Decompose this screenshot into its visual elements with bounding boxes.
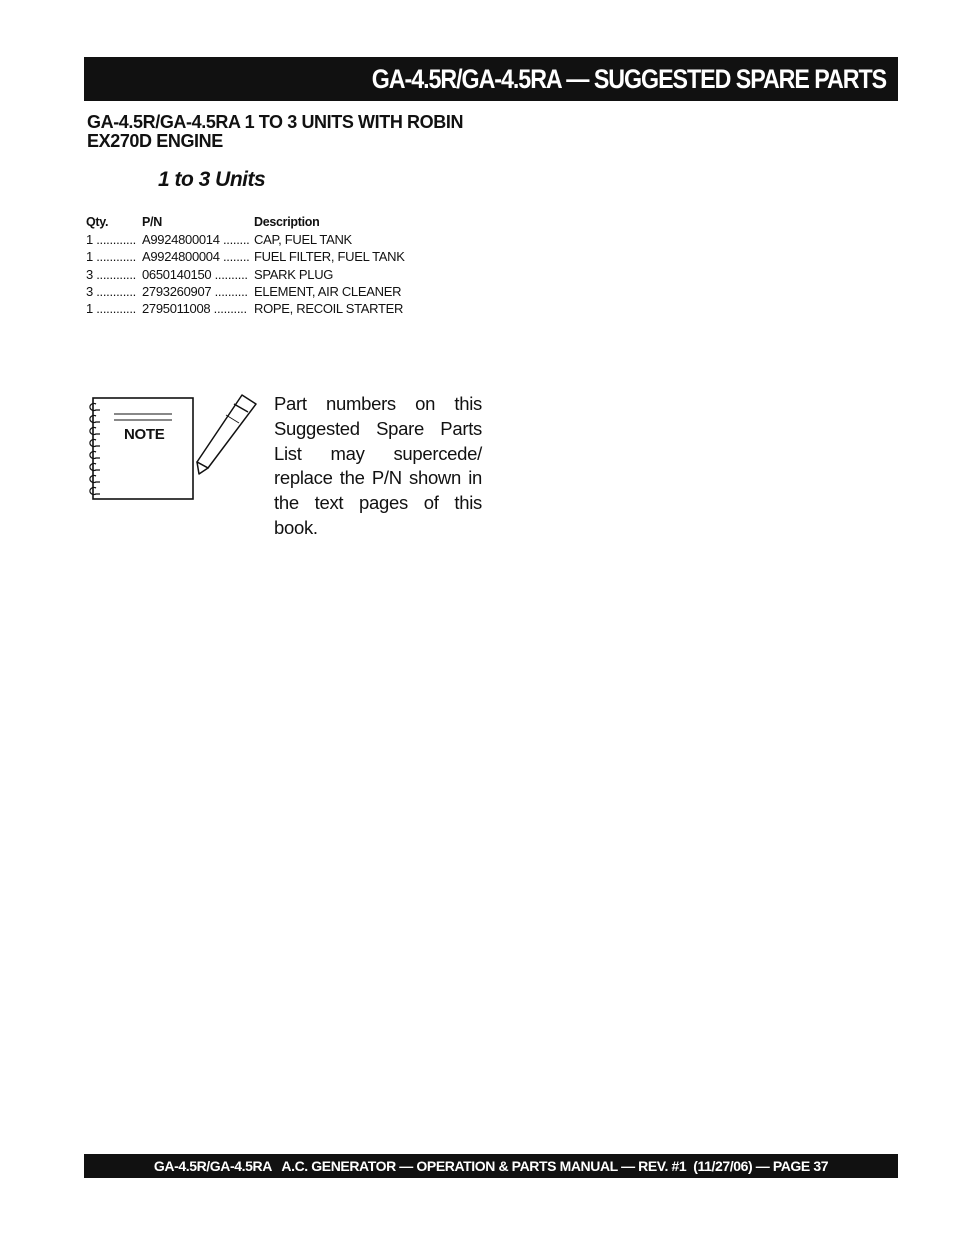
table-row	[86, 283, 405, 300]
notepad-icon	[93, 398, 193, 499]
table-header-row	[86, 214, 405, 231]
pn-cell: A9924800004 ........	[142, 249, 250, 265]
description-cell: ROPE, RECOIL STARTER	[254, 301, 404, 317]
table-row	[86, 231, 405, 248]
section-subtitle-line2: EX270D ENGINE	[87, 131, 223, 151]
description-header: Description	[254, 215, 320, 229]
section-subtitle	[87, 113, 517, 151]
qty-cell: 3 ............	[86, 266, 136, 282]
table-row	[86, 266, 405, 283]
qty-cell: 1 ............	[86, 301, 136, 317]
pn-cell: 0650140150 ..........	[142, 266, 248, 282]
footer-text: GA-4.5R/GA-4.5RA A.C. GENERATOR — OPERATION & PARTS MANUAL — REV. #1 (11/27/06) — PAGE 37	[153, 1158, 829, 1174]
description-cell: CAP, FUEL TANK	[254, 232, 352, 248]
qty-cell: 3 ............	[86, 283, 136, 299]
note-graphic	[84, 390, 264, 510]
notepad-pencil-icon	[84, 390, 264, 510]
page-footer-bar	[84, 1154, 898, 1178]
description-cell: SPARK PLUG	[254, 266, 334, 282]
section-subtitle-line1: GA-4.5R/GA-4.5RA 1 TO 3 UNITS WITH ROBIN	[87, 112, 464, 132]
qty-header: Qty.	[86, 215, 109, 229]
pn-cell: A9924800014 ........	[142, 232, 250, 248]
pencil-icon	[197, 395, 256, 474]
spare-parts-table	[86, 214, 405, 317]
table-row	[86, 248, 405, 265]
page-title: GA-4.5R/GA-4.5RA — SUGGESTED SPARE PARTS	[371, 63, 886, 94]
note-text: Part numbers on this Suggested Spare Parts List may supercede/ replace the P/N shown in the text pages of this book.	[274, 393, 482, 538]
pn-cell: 2793260907 ..........	[142, 283, 248, 299]
pn-cell: 2795011008 ..........	[142, 301, 247, 317]
pn-header: P/N	[142, 215, 162, 229]
note-label: NOTE	[124, 426, 165, 443]
page-header-bar	[84, 57, 898, 101]
description-cell: ELEMENT, AIR CLEANER	[254, 283, 402, 299]
units-heading: 1 to 3 Units	[158, 168, 266, 191]
qty-cell: 1 ............	[86, 249, 136, 265]
description-cell: FUEL FILTER, FUEL TANK	[254, 249, 405, 265]
table-row	[86, 300, 405, 317]
qty-cell: 1 ............	[86, 232, 136, 248]
